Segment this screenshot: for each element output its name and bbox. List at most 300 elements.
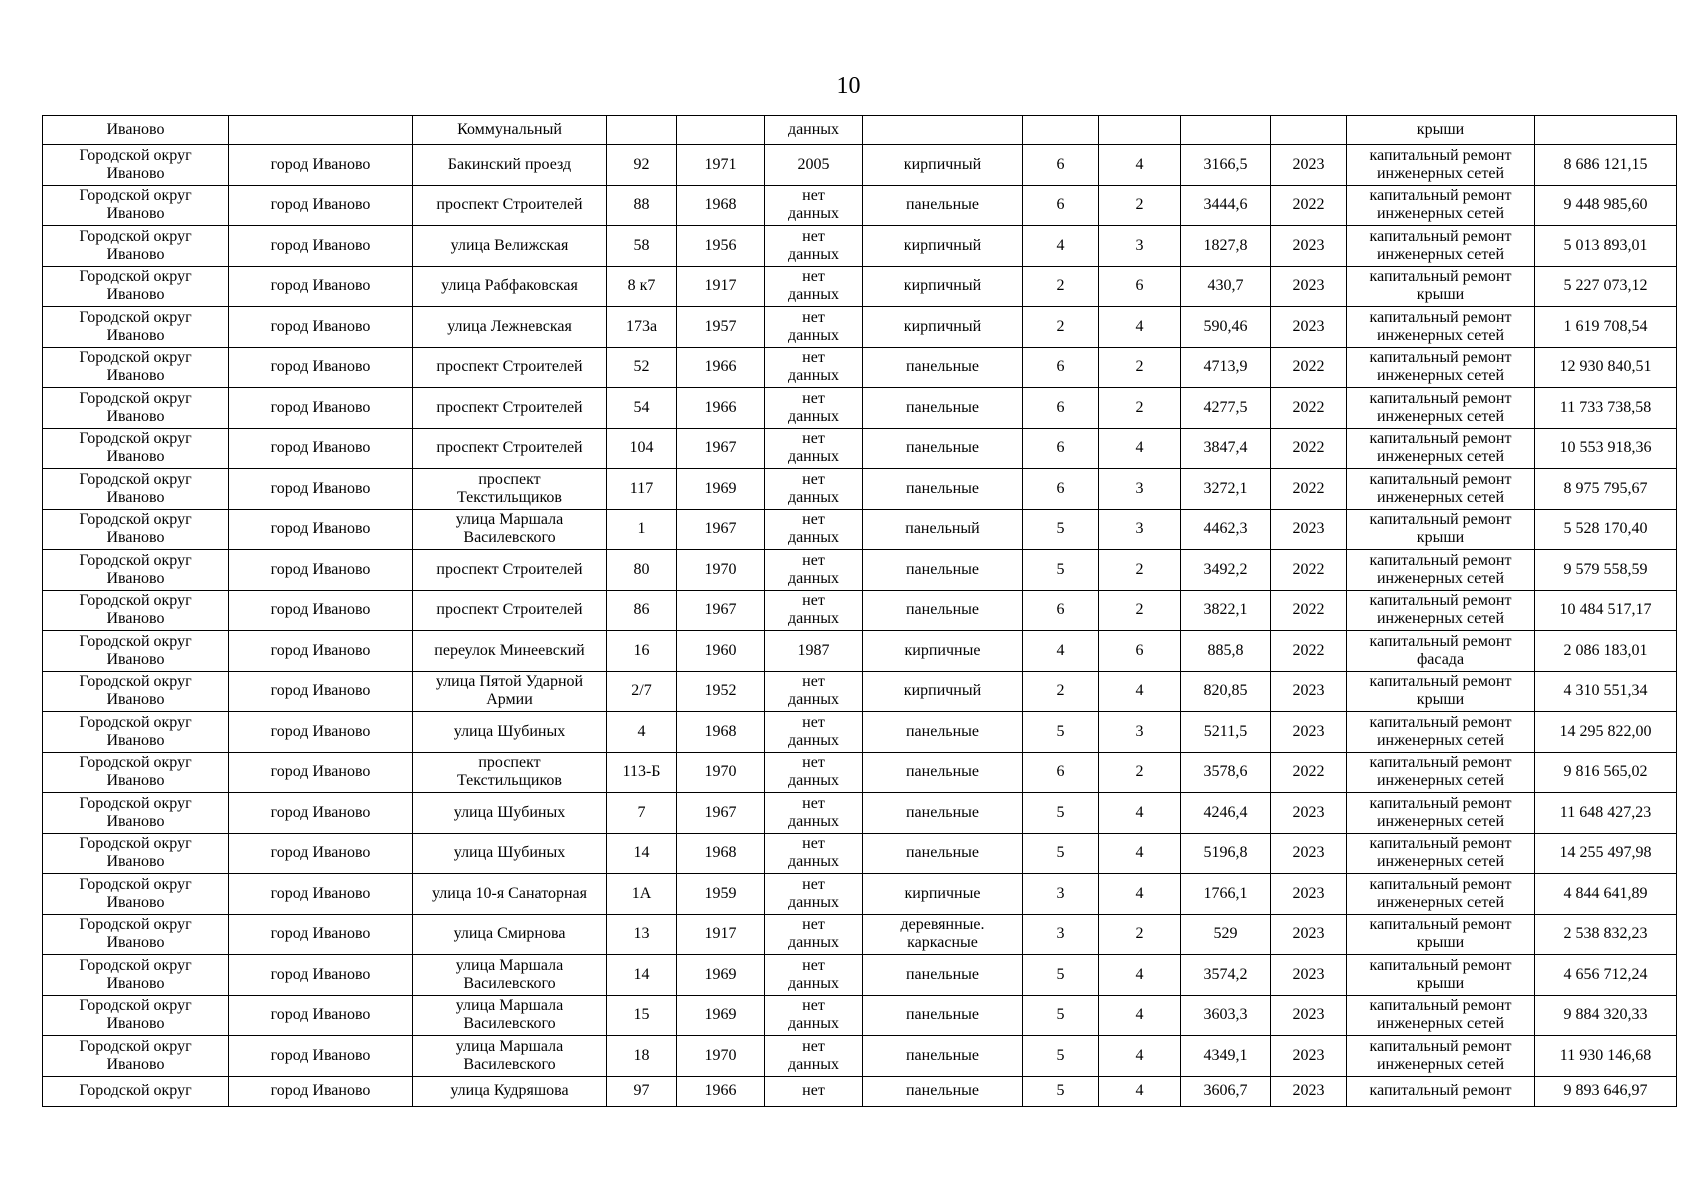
cell-year-overhaul: нет <box>765 1076 863 1106</box>
cell-settlement: город Иваново <box>229 833 413 874</box>
cell-wall-material: кирпичные <box>863 631 1023 672</box>
cell-area: 4246,4 <box>1181 793 1271 834</box>
table-row <box>43 1036 1677 1077</box>
cell-area: 3603,3 <box>1181 995 1271 1036</box>
table-body <box>43 116 1677 1107</box>
cell-street: переулок Минеевский <box>413 631 607 672</box>
cell-entrances: 4 <box>1099 955 1181 996</box>
cell-settlement: город Иваново <box>229 793 413 834</box>
cell-street: Бакинский проезд <box>413 145 607 186</box>
cell-year-overhaul: нет данных <box>765 995 863 1036</box>
cell-year-overhaul: нет данных <box>765 671 863 712</box>
cell-area: 3272,1 <box>1181 469 1271 510</box>
cell-area: 885,8 <box>1181 631 1271 672</box>
cell-wall-material: панельный <box>863 509 1023 550</box>
cell-year-built: 1966 <box>677 1076 765 1106</box>
cell-house-number: 7 <box>607 793 677 834</box>
cell-wall-material: панельные <box>863 185 1023 226</box>
cell-work-type: капитальный ремонт инженерных сетей <box>1347 469 1535 510</box>
cell-street: улица Маршала Василевского <box>413 1036 607 1077</box>
table-row <box>43 116 1677 145</box>
cell-floors: 6 <box>1023 428 1099 469</box>
table-row <box>43 469 1677 510</box>
cell-entrances: 2 <box>1099 590 1181 631</box>
cell-year-planned: 2022 <box>1271 347 1347 388</box>
cell-street: улица Шубиных <box>413 833 607 874</box>
cell-year-overhaul: данных <box>765 116 863 145</box>
cell-wall-material: кирпичный <box>863 266 1023 307</box>
cell-house-number <box>607 116 677 145</box>
cell-year-built: 1968 <box>677 185 765 226</box>
table-row <box>43 712 1677 753</box>
cell-area: 5211,5 <box>1181 712 1271 753</box>
cell-year-overhaul: нет данных <box>765 226 863 267</box>
cell-settlement: город Иваново <box>229 469 413 510</box>
cell-wall-material: панельные <box>863 955 1023 996</box>
cell-cost: 14 295 822,00 <box>1535 712 1677 753</box>
cell-entrances: 2 <box>1099 388 1181 429</box>
cell-year-built: 1971 <box>677 145 765 186</box>
cell-floors: 2 <box>1023 266 1099 307</box>
cell-street: улица Пятой Ударной Армии <box>413 671 607 712</box>
cell-wall-material: панельные <box>863 833 1023 874</box>
cell-year-planned: 2022 <box>1271 388 1347 429</box>
cell-entrances: 4 <box>1099 428 1181 469</box>
cell-street: улица Лежневская <box>413 307 607 348</box>
cell-area: 3606,7 <box>1181 1076 1271 1106</box>
cell-municipality: Городской округ Иваново <box>43 388 229 429</box>
cell-house-number: 86 <box>607 590 677 631</box>
cell-floors: 6 <box>1023 347 1099 388</box>
cell-cost: 9 579 558,59 <box>1535 550 1677 591</box>
cell-entrances: 3 <box>1099 509 1181 550</box>
cell-settlement: город Иваново <box>229 1076 413 1106</box>
cell-year-planned: 2023 <box>1271 1036 1347 1077</box>
cell-cost: 2 538 832,23 <box>1535 914 1677 955</box>
cell-work-type: капитальный ремонт инженерных сетей <box>1347 752 1535 793</box>
cell-work-type: капитальный ремонт инженерных сетей <box>1347 712 1535 753</box>
cell-floors: 5 <box>1023 793 1099 834</box>
cell-floors: 6 <box>1023 185 1099 226</box>
cell-settlement: город Иваново <box>229 1036 413 1077</box>
table-row <box>43 226 1677 267</box>
cell-year-planned: 2023 <box>1271 833 1347 874</box>
cell-street: улица Кудряшова <box>413 1076 607 1106</box>
cell-area: 529 <box>1181 914 1271 955</box>
cell-wall-material: кирпичный <box>863 307 1023 348</box>
cell-area: 4462,3 <box>1181 509 1271 550</box>
cell-settlement: город Иваново <box>229 712 413 753</box>
cell-house-number: 8 к7 <box>607 266 677 307</box>
cell-street: проспект Текстильщиков <box>413 752 607 793</box>
cell-wall-material: деревянные. каркасные <box>863 914 1023 955</box>
cell-municipality: Городской округ Иваново <box>43 509 229 550</box>
cell-work-type: капитальный ремонт инженерных сетей <box>1347 550 1535 591</box>
cell-year-planned: 2022 <box>1271 631 1347 672</box>
cell-year-built: 1967 <box>677 590 765 631</box>
cell-settlement: город Иваново <box>229 550 413 591</box>
cell-year-overhaul: нет данных <box>765 874 863 915</box>
cell-year-overhaul: нет данных <box>765 1036 863 1077</box>
cell-area: 4349,1 <box>1181 1036 1271 1077</box>
cell-floors <box>1023 116 1099 145</box>
cell-wall-material: кирпичный <box>863 226 1023 267</box>
cell-floors: 4 <box>1023 226 1099 267</box>
cell-area: 4277,5 <box>1181 388 1271 429</box>
cell-year-planned: 2023 <box>1271 307 1347 348</box>
cell-entrances: 4 <box>1099 145 1181 186</box>
cell-entrances: 2 <box>1099 550 1181 591</box>
cell-work-type: капитальный ремонт инженерных сетей <box>1347 833 1535 874</box>
cell-area: 820,85 <box>1181 671 1271 712</box>
cell-house-number: 58 <box>607 226 677 267</box>
cell-year-built: 1959 <box>677 874 765 915</box>
cell-settlement <box>229 116 413 145</box>
cell-settlement: город Иваново <box>229 145 413 186</box>
cell-work-type: капитальный ремонт инженерных сетей <box>1347 226 1535 267</box>
cell-house-number: 173а <box>607 307 677 348</box>
table-row <box>43 307 1677 348</box>
cell-area: 3444,6 <box>1181 185 1271 226</box>
cell-settlement: город Иваново <box>229 347 413 388</box>
cell-year-planned: 2022 <box>1271 428 1347 469</box>
cell-wall-material: кирпичные <box>863 874 1023 915</box>
cell-municipality: Городской округ Иваново <box>43 307 229 348</box>
cell-year-built: 1968 <box>677 833 765 874</box>
table-row <box>43 793 1677 834</box>
cell-house-number: 80 <box>607 550 677 591</box>
cell-cost: 8 975 795,67 <box>1535 469 1677 510</box>
cell-municipality: Городской округ Иваново <box>43 145 229 186</box>
cell-house-number: 113-Б <box>607 752 677 793</box>
cell-house-number: 18 <box>607 1036 677 1077</box>
cell-work-type: капитальный ремонт крыши <box>1347 955 1535 996</box>
cell-wall-material: панельные <box>863 469 1023 510</box>
cell-year-built: 1917 <box>677 266 765 307</box>
cell-year-built: 1967 <box>677 509 765 550</box>
cell-floors: 4 <box>1023 631 1099 672</box>
cell-settlement: город Иваново <box>229 185 413 226</box>
cell-municipality: Иваново <box>43 116 229 145</box>
cell-municipality: Городской округ Иваново <box>43 671 229 712</box>
cell-settlement: город Иваново <box>229 307 413 348</box>
cell-municipality: Городской округ Иваново <box>43 266 229 307</box>
cell-floors: 2 <box>1023 671 1099 712</box>
cell-house-number: 88 <box>607 185 677 226</box>
cell-cost: 12 930 840,51 <box>1535 347 1677 388</box>
table-row <box>43 671 1677 712</box>
cell-year-built: 1917 <box>677 914 765 955</box>
cell-municipality: Городской округ Иваново <box>43 914 229 955</box>
cell-floors: 5 <box>1023 712 1099 753</box>
cell-year-planned: 2023 <box>1271 712 1347 753</box>
cell-cost: 9 893 646,97 <box>1535 1076 1677 1106</box>
cell-area: 1766,1 <box>1181 874 1271 915</box>
page-number: 10 <box>836 73 861 99</box>
table-row <box>43 428 1677 469</box>
cell-work-type: капитальный ремонт инженерных сетей <box>1347 145 1535 186</box>
cell-cost: 4 844 641,89 <box>1535 874 1677 915</box>
cell-year-planned: 2022 <box>1271 185 1347 226</box>
cell-year-planned: 2023 <box>1271 145 1347 186</box>
cell-work-type: капитальный ремонт крыши <box>1347 671 1535 712</box>
cell-work-type: крыши <box>1347 116 1535 145</box>
cell-floors: 6 <box>1023 145 1099 186</box>
cell-year-planned: 2023 <box>1271 955 1347 996</box>
cell-street: улица 10-я Санаторная <box>413 874 607 915</box>
cell-wall-material <box>863 116 1023 145</box>
cell-year-built: 1956 <box>677 226 765 267</box>
cell-entrances: 6 <box>1099 266 1181 307</box>
cell-street: улица Смирнова <box>413 914 607 955</box>
cell-area: 5196,8 <box>1181 833 1271 874</box>
table-row <box>43 590 1677 631</box>
cell-area <box>1181 116 1271 145</box>
cell-work-type: капитальный ремонт фасада <box>1347 631 1535 672</box>
cell-year-built: 1957 <box>677 307 765 348</box>
cell-house-number: 13 <box>607 914 677 955</box>
cell-municipality: Городской округ Иваново <box>43 469 229 510</box>
cell-year-overhaul: нет данных <box>765 590 863 631</box>
cell-area: 590,46 <box>1181 307 1271 348</box>
cell-year-built: 1966 <box>677 347 765 388</box>
cell-year-built: 1968 <box>677 712 765 753</box>
cell-work-type: капитальный ремонт крыши <box>1347 914 1535 955</box>
table-row <box>43 550 1677 591</box>
cell-house-number: 1А <box>607 874 677 915</box>
cell-entrances: 2 <box>1099 347 1181 388</box>
cell-area: 3578,6 <box>1181 752 1271 793</box>
cell-entrances: 4 <box>1099 793 1181 834</box>
cell-street: проспект Строителей <box>413 347 607 388</box>
cell-street: Коммунальный <box>413 116 607 145</box>
cell-floors: 5 <box>1023 1076 1099 1106</box>
cell-settlement: город Иваново <box>229 671 413 712</box>
cell-year-planned: 2023 <box>1271 995 1347 1036</box>
cell-municipality: Городской округ Иваново <box>43 550 229 591</box>
cell-year-planned <box>1271 116 1347 145</box>
cell-year-planned: 2022 <box>1271 550 1347 591</box>
cell-entrances: 2 <box>1099 914 1181 955</box>
cell-year-planned: 2023 <box>1271 671 1347 712</box>
cell-wall-material: панельные <box>863 388 1023 429</box>
cell-work-type: капитальный ремонт крыши <box>1347 509 1535 550</box>
table-row <box>43 388 1677 429</box>
cell-year-overhaul: нет данных <box>765 388 863 429</box>
housing-repair-table <box>42 115 1677 1107</box>
cell-settlement: город Иваново <box>229 955 413 996</box>
cell-settlement: город Иваново <box>229 874 413 915</box>
cell-cost: 5 227 073,12 <box>1535 266 1677 307</box>
cell-area: 3574,2 <box>1181 955 1271 996</box>
cell-entrances: 3 <box>1099 226 1181 267</box>
cell-work-type: капитальный ремонт инженерных сетей <box>1347 874 1535 915</box>
cell-year-built: 1970 <box>677 550 765 591</box>
cell-year-built <box>677 116 765 145</box>
cell-settlement: город Иваново <box>229 995 413 1036</box>
cell-entrances <box>1099 116 1181 145</box>
cell-municipality: Городской округ Иваново <box>43 874 229 915</box>
cell-year-overhaul: нет данных <box>765 712 863 753</box>
cell-municipality: Городской округ Иваново <box>43 955 229 996</box>
cell-entrances: 4 <box>1099 1076 1181 1106</box>
cell-work-type: капитальный ремонт инженерных сетей <box>1347 307 1535 348</box>
cell-work-type: капитальный ремонт инженерных сетей <box>1347 185 1535 226</box>
cell-floors: 6 <box>1023 388 1099 429</box>
cell-cost: 11 930 146,68 <box>1535 1036 1677 1077</box>
cell-floors: 6 <box>1023 590 1099 631</box>
cell-house-number: 97 <box>607 1076 677 1106</box>
cell-cost: 9 816 565,02 <box>1535 752 1677 793</box>
cell-cost: 11 733 738,58 <box>1535 388 1677 429</box>
cell-cost: 10 484 517,17 <box>1535 590 1677 631</box>
cell-house-number: 92 <box>607 145 677 186</box>
cell-wall-material: панельные <box>863 1076 1023 1106</box>
cell-year-overhaul: нет данных <box>765 793 863 834</box>
cell-entrances: 4 <box>1099 671 1181 712</box>
cell-wall-material: панельные <box>863 347 1023 388</box>
cell-year-overhaul: нет данных <box>765 347 863 388</box>
cell-cost: 2 086 183,01 <box>1535 631 1677 672</box>
cell-settlement: город Иваново <box>229 509 413 550</box>
cell-house-number: 104 <box>607 428 677 469</box>
cell-municipality: Городской округ Иваново <box>43 752 229 793</box>
cell-area: 3492,2 <box>1181 550 1271 591</box>
table-row <box>43 955 1677 996</box>
cell-year-overhaul: нет данных <box>765 428 863 469</box>
cell-entrances: 2 <box>1099 185 1181 226</box>
cell-street: улица Рабфаковская <box>413 266 607 307</box>
cell-floors: 3 <box>1023 914 1099 955</box>
cell-house-number: 52 <box>607 347 677 388</box>
table-row <box>43 995 1677 1036</box>
cell-cost: 1 619 708,54 <box>1535 307 1677 348</box>
cell-area: 1827,8 <box>1181 226 1271 267</box>
cell-area: 3822,1 <box>1181 590 1271 631</box>
cell-year-planned: 2023 <box>1271 1076 1347 1106</box>
cell-floors: 5 <box>1023 833 1099 874</box>
cell-municipality: Городской округ Иваново <box>43 185 229 226</box>
cell-wall-material: панельные <box>863 752 1023 793</box>
cell-municipality: Городской округ Иваново <box>43 347 229 388</box>
cell-work-type: капитальный ремонт инженерных сетей <box>1347 590 1535 631</box>
cell-year-overhaul: 1987 <box>765 631 863 672</box>
cell-municipality: Городской округ <box>43 1076 229 1106</box>
cell-area: 4713,9 <box>1181 347 1271 388</box>
cell-settlement: город Иваново <box>229 631 413 672</box>
cell-cost: 8 686 121,15 <box>1535 145 1677 186</box>
cell-year-planned: 2023 <box>1271 509 1347 550</box>
cell-municipality: Городской округ Иваново <box>43 590 229 631</box>
cell-house-number: 15 <box>607 995 677 1036</box>
cell-work-type: капитальный ремонт инженерных сетей <box>1347 793 1535 834</box>
cell-year-overhaul: нет данных <box>765 955 863 996</box>
cell-street: улица Шубиных <box>413 712 607 753</box>
cell-entrances: 4 <box>1099 874 1181 915</box>
cell-year-overhaul: 2005 <box>765 145 863 186</box>
cell-street: проспект Строителей <box>413 590 607 631</box>
cell-year-overhaul: нет данных <box>765 914 863 955</box>
table-row <box>43 266 1677 307</box>
cell-year-planned: 2023 <box>1271 266 1347 307</box>
cell-work-type: капитальный ремонт <box>1347 1076 1535 1106</box>
cell-house-number: 54 <box>607 388 677 429</box>
cell-cost: 5 528 170,40 <box>1535 509 1677 550</box>
cell-year-planned: 2022 <box>1271 590 1347 631</box>
cell-street: улица Маршала Василевского <box>413 955 607 996</box>
cell-settlement: город Иваново <box>229 226 413 267</box>
cell-cost: 4 310 551,34 <box>1535 671 1677 712</box>
cell-street: проспект Строителей <box>413 428 607 469</box>
cell-entrances: 4 <box>1099 995 1181 1036</box>
cell-street: проспект Текстильщиков <box>413 469 607 510</box>
cell-floors: 5 <box>1023 550 1099 591</box>
cell-house-number: 4 <box>607 712 677 753</box>
cell-year-overhaul: нет данных <box>765 266 863 307</box>
cell-street: проспект Строителей <box>413 388 607 429</box>
cell-wall-material: панельные <box>863 1036 1023 1077</box>
cell-work-type: капитальный ремонт инженерных сетей <box>1347 428 1535 469</box>
cell-floors: 3 <box>1023 874 1099 915</box>
cell-floors: 5 <box>1023 995 1099 1036</box>
cell-cost: 4 656 712,24 <box>1535 955 1677 996</box>
table-row <box>43 833 1677 874</box>
cell-entrances: 4 <box>1099 1036 1181 1077</box>
cell-municipality: Городской округ Иваново <box>43 226 229 267</box>
cell-year-built: 1966 <box>677 388 765 429</box>
cell-work-type: капитальный ремонт инженерных сетей <box>1347 388 1535 429</box>
cell-cost: 9 448 985,60 <box>1535 185 1677 226</box>
cell-wall-material: панельные <box>863 428 1023 469</box>
cell-floors: 5 <box>1023 1036 1099 1077</box>
cell-settlement: город Иваново <box>229 914 413 955</box>
cell-entrances: 2 <box>1099 752 1181 793</box>
cell-settlement: город Иваново <box>229 752 413 793</box>
cell-area: 3847,4 <box>1181 428 1271 469</box>
cell-street: улица Велижская <box>413 226 607 267</box>
cell-wall-material: кирпичный <box>863 145 1023 186</box>
cell-year-overhaul: нет данных <box>765 550 863 591</box>
cell-floors: 6 <box>1023 752 1099 793</box>
cell-cost <box>1535 116 1677 145</box>
cell-floors: 6 <box>1023 469 1099 510</box>
cell-street: проспект Строителей <box>413 185 607 226</box>
cell-cost: 9 884 320,33 <box>1535 995 1677 1036</box>
cell-settlement: город Иваново <box>229 388 413 429</box>
cell-year-built: 1970 <box>677 752 765 793</box>
cell-year-overhaul: нет данных <box>765 833 863 874</box>
cell-entrances: 6 <box>1099 631 1181 672</box>
cell-floors: 5 <box>1023 955 1099 996</box>
cell-street: улица Шубиных <box>413 793 607 834</box>
cell-year-overhaul: нет данных <box>765 509 863 550</box>
cell-entrances: 3 <box>1099 469 1181 510</box>
cell-municipality: Городской округ Иваново <box>43 712 229 753</box>
cell-house-number: 1 <box>607 509 677 550</box>
cell-year-built: 1970 <box>677 1036 765 1077</box>
cell-house-number: 117 <box>607 469 677 510</box>
cell-year-built: 1969 <box>677 995 765 1036</box>
cell-year-planned: 2022 <box>1271 752 1347 793</box>
cell-year-built: 1967 <box>677 793 765 834</box>
cell-year-overhaul: нет данных <box>765 469 863 510</box>
cell-work-type: капитальный ремонт инженерных сетей <box>1347 1036 1535 1077</box>
cell-wall-material: панельные <box>863 590 1023 631</box>
cell-wall-material: кирпичный <box>863 671 1023 712</box>
cell-cost: 10 553 918,36 <box>1535 428 1677 469</box>
cell-municipality: Городской округ Иваново <box>43 793 229 834</box>
cell-settlement: город Иваново <box>229 428 413 469</box>
